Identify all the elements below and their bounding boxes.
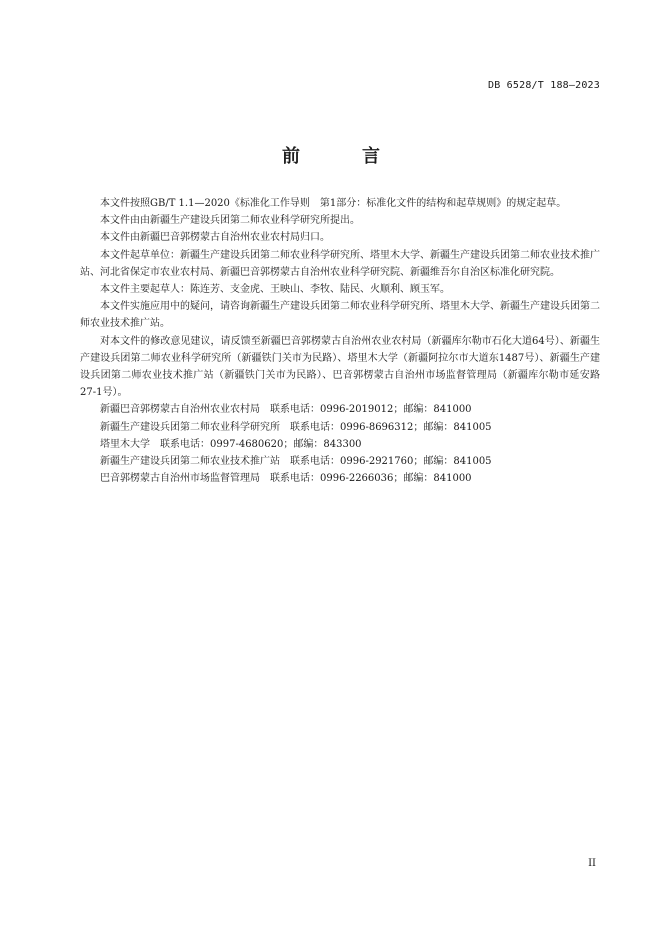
paragraph-feedback: 对本文件的修改意见建议，请反馈至新疆巴音郭楞蒙古自治州农业农村局（新疆库尔勒市石化大道64号）、新疆生产建设兵团第二师农业科学研究所（新疆铁门关市为民路）、塔里木大学（新疆阿拉尔市大道东1487号）、新疆生产建设兵团第二师农业技术推广站（新疆铁门关市为民路）、巴音郭楞蒙古自治州市场监督管理局（新疆库尔勒市延安路27-1号）。 <box>80 335 600 399</box>
contact-line: 新疆巴音郭楞蒙古自治州农业农村局 联系电话：0996-2019012；邮编：841000 <box>100 404 472 416</box>
paragraph-inquiries: 本文件实施应用中的疑问，请咨询新疆生产建设兵团第二师农业科学研究所、塔里木大学、新疆生产建设兵团第二师农业技术推广站。 <box>80 301 600 330</box>
contact-line: 新疆生产建设兵团第二师农业科学研究所 联系电话：0996-8696312；邮编：841005 <box>100 421 492 433</box>
paragraph-centralized-unit: 本文件由新疆巴音郭楞蒙古自治州农业农村局归口。 <box>100 232 330 244</box>
contact-line: 塔里木大学 联系电话：0997-4680620；邮编：843300 <box>100 438 362 450</box>
contact-line: 巴音郭楞蒙古自治州市场监督管理局 联系电话：0996-2266036；邮编：841000 <box>100 473 472 485</box>
paragraph-drafting-rules: 本文件按照GB/T 1.1—2020《标准化工作导则 第1部分：标准化文件的结构和起草规则》的规定起草。 <box>100 198 567 209</box>
page-title: 前 言 <box>282 146 402 167</box>
document-code: DB 6528/T 188—2023 <box>488 80 600 91</box>
foreword-body <box>80 195 600 487</box>
paragraph-proposer: 本文件由由新疆生产建设兵团第二师农业科学研究所提出。 <box>100 215 360 227</box>
paragraph-drafters: 本文件主要起草人：陈连芳、支金虎、王映山、李牧、陆民、火顺利、顾玉军。 <box>100 284 450 296</box>
contact-line: 新疆生产建设兵团第二师农业技术推广站 联系电话：0996-2921760；邮编：841005 <box>100 456 492 468</box>
page-number: II <box>588 858 596 869</box>
paragraph-drafting-units: 本文件起草单位：新疆生产建设兵团第二师农业科学研究所、塔里木大学、新疆生产建设兵团第二师农业技术推广站、河北省保定市农业农村局、新疆巴音郭楞蒙古自治州农业科学研究院、新疆维吾尔自治区标准化研究院。 <box>80 249 600 278</box>
